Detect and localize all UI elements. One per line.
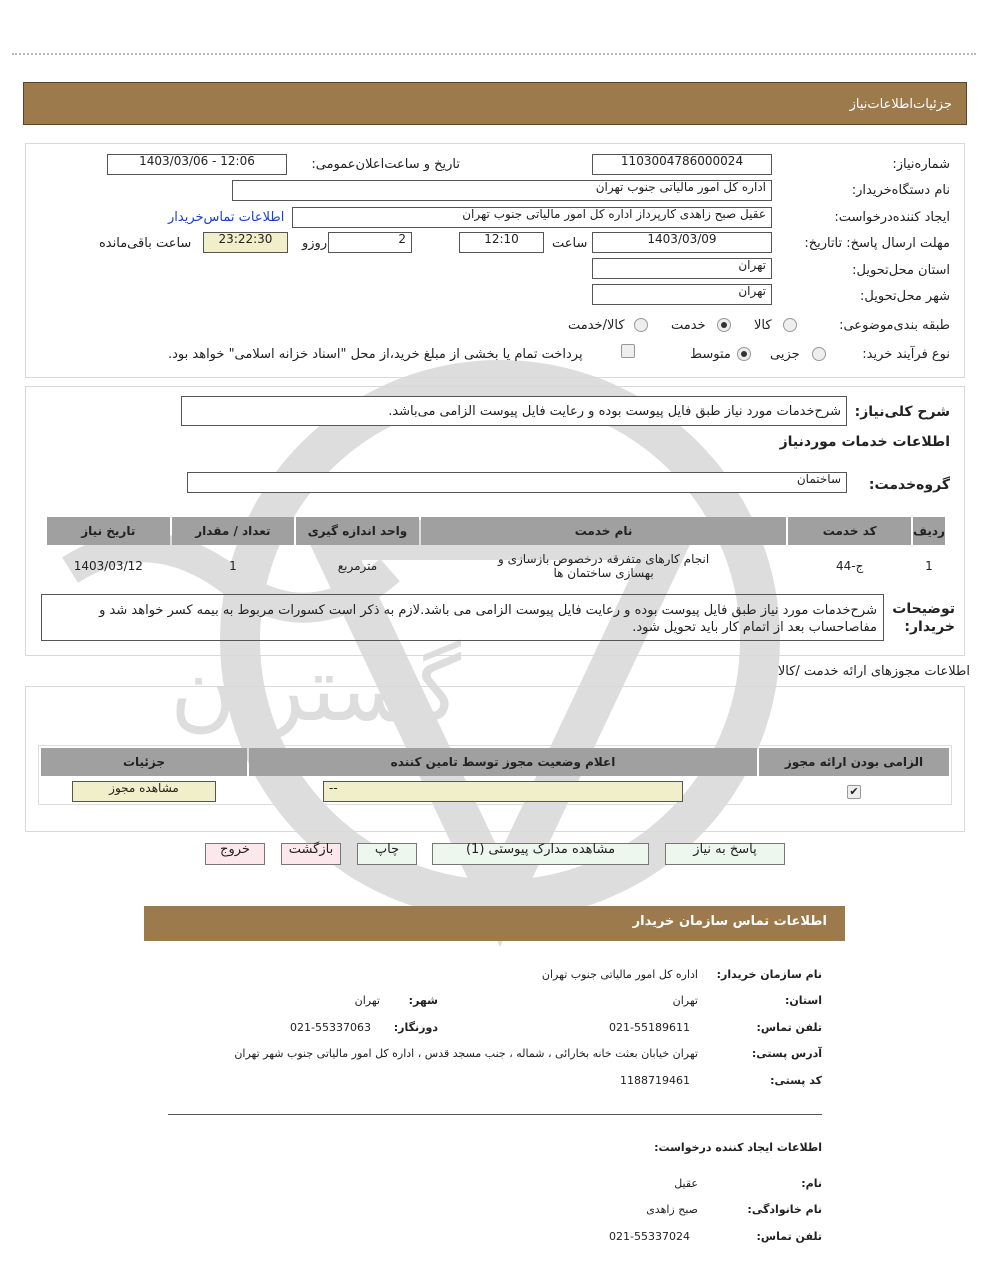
cell-code: ج-44 [836, 559, 864, 573]
buyer-contact-link[interactable]: اطلاعات تماس‌خریدار [168, 210, 285, 225]
view-permit-button[interactable]: مشاهده مجوز [72, 781, 216, 802]
category-radio-service[interactable] [717, 318, 731, 332]
services-table-wrap [45, 515, 947, 587]
deadline-date-field[interactable]: 1403/03/09 [592, 232, 772, 253]
col-name: نام خدمت [421, 517, 787, 545]
buyer-field[interactable]: اداره کل امور مالیاتی جنوب تهران [232, 180, 772, 201]
creator-field[interactable]: عقیل صبح زاهدی کارپرداز اداره کل امور مالیاتی جنوب تهران [292, 207, 772, 228]
contact-divider [168, 1114, 822, 1115]
process-radio-medium[interactable] [737, 347, 751, 361]
table-row [41, 778, 949, 804]
name-value: عقیل [674, 1177, 698, 1190]
permits-title: اطلاعات مجوزهای ارائه خدمت /کالا [777, 664, 970, 679]
name-label: نام: [801, 1177, 822, 1190]
attachments-button[interactable]: مشاهده مدارک پیوستی (1) [432, 843, 649, 865]
family-value: صبح زاهدی [646, 1203, 698, 1216]
phone-label: تلفن تماس: [756, 1021, 822, 1034]
watermark-text: گستران [170, 637, 462, 742]
category-service-label: خدمت [671, 318, 706, 333]
buyer-label: نام دستگاه‌خریدار: [851, 183, 950, 198]
process-minor-label: جزیی [770, 347, 800, 362]
contact-header [144, 906, 845, 941]
contact-province-label: استان: [785, 994, 822, 1007]
contact-title: اطلاعات تماس سازمان خریدار [632, 914, 827, 929]
cell-date: 1403/03/12 [73, 559, 143, 573]
col-date: تاریخ نیاز [47, 517, 170, 545]
service-group-field[interactable]: ساختمان [187, 472, 847, 493]
fax-label: دورنگار: [393, 1021, 438, 1034]
contact-province-value: تهران [672, 994, 698, 1007]
postal-label: کد پستی: [770, 1074, 822, 1087]
service-group-label: گروه‌خدمت: [868, 477, 950, 493]
creator-info-title: اطلاعات ایجاد کننده درخواست: [654, 1141, 822, 1154]
process-radio-minor[interactable] [812, 347, 826, 361]
announce-label: تاریخ و ساعت‌اعلان‌عمومی: [311, 157, 460, 172]
top-divider [12, 53, 976, 55]
cell-row: 1 [925, 559, 933, 573]
back-button[interactable]: بازگشت [281, 843, 341, 865]
creator-phone-value: 021-55337024 [609, 1230, 690, 1243]
address-label: آدرس پستی: [751, 1047, 822, 1060]
col-row: ردیف [913, 517, 945, 545]
permits-table [39, 746, 951, 806]
need-number-field[interactable]: 1103004786000024 [592, 154, 772, 175]
process-medium-label: متوسط [690, 347, 731, 362]
province-field[interactable]: تهران [592, 258, 772, 279]
col-unit: واحد اندازه گیری [296, 517, 419, 545]
deadline-time-field[interactable]: 12:10 [459, 232, 544, 253]
need-number-label: شماره‌نیاز: [892, 157, 950, 172]
col-permit-status: اعلام وضعیت مجوز توسط تامین کننده [249, 748, 757, 776]
category-radio-goods[interactable] [783, 318, 797, 332]
col-qty: تعداد / مقدار [172, 517, 295, 545]
col-permit-required: الزامی بودن ارائه مجوز [759, 748, 949, 776]
col-permit-details: جزئیات [41, 748, 247, 776]
exit-button[interactable]: خروج [205, 843, 265, 865]
remaining-time-field: 23:22:30 [203, 232, 288, 253]
category-label: طبقه بندی‌موضوعی: [839, 318, 950, 333]
notes-label-2: خریدار: [904, 619, 955, 635]
time-label: ساعت [552, 236, 588, 251]
creator-label: ایجاد کننده‌درخواست: [834, 210, 950, 225]
creator-phone-label: تلفن تماس: [756, 1230, 822, 1243]
phone-value: 021-55189611 [609, 1021, 690, 1034]
contact-city-value: تهران [354, 994, 380, 1007]
remaining-label: ساعت باقی‌مانده [99, 236, 192, 251]
days-label: روزو [302, 236, 328, 251]
buyer-notes-field[interactable]: شرح‌خدمات مورد نیاز طبق فایل پیوست بوده و رعایت فایل پیوست الزامی می باشد.لازم به ذکر است کسورات مربوط به بیمه کسر خواهد شد و مفاصاحساب بعد از اتمام کار باید تحویل شود. [41, 594, 884, 641]
deadline-label: مهلت ارسال پاسخ: تاتاریخ: [804, 236, 950, 251]
permits-table-wrap [38, 745, 952, 805]
announce-field[interactable]: 1403/03/06 - 12:06 [107, 154, 287, 175]
province-label: استان محل‌تحویل: [852, 263, 950, 278]
services-table [45, 515, 947, 587]
summary-label: شرح کلی‌نیاز: [854, 404, 950, 420]
col-code: کد خدمت [788, 517, 911, 545]
postal-value: 1188719461 [620, 1074, 690, 1087]
family-label: نام خانوادگی: [747, 1203, 822, 1216]
treasury-checkbox[interactable] [621, 344, 635, 358]
category-goods-label: کالا [754, 318, 772, 333]
info-panel [25, 143, 965, 378]
permit-status-field[interactable]: -- [323, 781, 683, 802]
fax-value: 021-55337063 [290, 1021, 371, 1034]
days-field[interactable]: 2 [328, 232, 412, 253]
contact-city-label: شهر: [408, 994, 438, 1007]
category-radio-both[interactable] [634, 318, 648, 332]
process-label: نوع فرآیند خرید: [862, 347, 950, 362]
org-value: اداره کل امور مالیاتی جنوب تهران [541, 968, 698, 981]
city-label: شهر محل‌تحویل: [860, 289, 950, 304]
cell-unit: مترمربع [337, 559, 378, 573]
print-button[interactable]: چاپ [357, 843, 417, 865]
address-value: تهران خیابان بعثت خانه بخارائی ، شماله ، جنب مسجد قدس ، اداره کل امور مالیاتی جنوب شهر تهران [234, 1047, 698, 1060]
reply-button[interactable]: پاسخ به نیاز [665, 843, 785, 865]
category-both-label: کالا/خدمت [568, 318, 625, 333]
permit-required-checkbox[interactable]: ✔ [847, 785, 861, 799]
payment-note: پرداخت تمام یا بخشی از مبلغ خرید،از محل "اسناد خزانه اسلامی" خواهد بود. [168, 347, 583, 362]
city-field[interactable]: تهران [592, 284, 772, 305]
notes-label-1: توضیحات [892, 601, 955, 617]
cell-qty: 1 [229, 559, 237, 573]
page-title: جزئیات‌اطلاعات‌نیاز [849, 97, 952, 112]
services-title: اطلاعات خدمات مورد‌نیاز [779, 434, 950, 450]
table-row [47, 547, 945, 585]
cell-name: انجام کارهای متفرقه درخصوص بازسازی و بهسازی ساختمان ها [497, 552, 710, 580]
org-label: نام سازمان خریدار: [716, 968, 822, 981]
summary-field[interactable]: شرح‌خدمات مورد نیاز طبق فایل پیوست بوده و رعایت فایل پیوست الزامی می‌باشد. [181, 396, 847, 426]
page-header [23, 82, 967, 125]
